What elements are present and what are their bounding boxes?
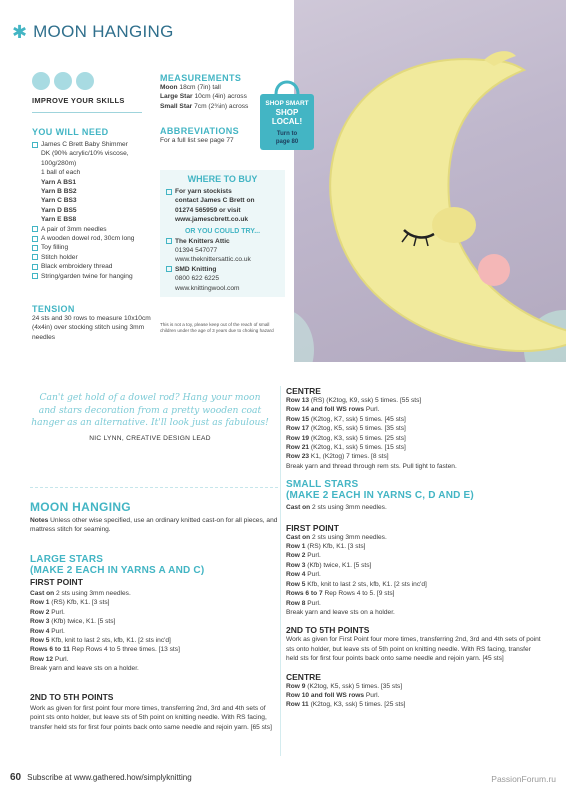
bag-line-5: page 80 bbox=[275, 139, 299, 145]
material-text: String/garden twine for hanging bbox=[41, 272, 133, 280]
shop-detail[interactable]: www.knittingwool.com bbox=[175, 284, 240, 292]
pattern-row bbox=[30, 608, 278, 617]
abbreviations-text: For a full list see page 77 bbox=[160, 137, 234, 144]
tension-heading: TENSION bbox=[32, 304, 75, 314]
row-text: Purl. bbox=[364, 406, 380, 414]
row-label: Row 2 bbox=[30, 608, 50, 616]
pattern-row bbox=[286, 608, 542, 617]
material-text: Yarn D BS5 bbox=[41, 206, 77, 214]
row-label: Row 21 bbox=[286, 444, 310, 452]
divider bbox=[32, 112, 142, 113]
pattern-row bbox=[286, 396, 542, 405]
points-2-5-heading: 2ND TO 5TH POINTS bbox=[30, 692, 114, 702]
row-text: (Kfb) twice, K1. [5 sts] bbox=[305, 561, 372, 569]
row-text: Purl. bbox=[53, 655, 69, 663]
row-text: K1, (K2tog) 7 times. [8 sts] bbox=[309, 453, 389, 461]
moon-photo bbox=[294, 0, 566, 362]
page-number: 60 bbox=[10, 772, 22, 783]
row-text: Break yarn and leave sts on a holder. bbox=[30, 665, 139, 673]
abbreviations-heading: ABBREVIATIONS bbox=[160, 126, 240, 136]
tension bbox=[32, 304, 157, 342]
small-first-point-rows bbox=[286, 533, 542, 618]
row-label: Row 4 bbox=[30, 627, 50, 635]
row-label: Row 2 bbox=[286, 552, 306, 560]
material-item bbox=[32, 159, 157, 168]
row-text: Purl. bbox=[305, 599, 321, 607]
row-text: Purl. bbox=[305, 552, 321, 560]
shop-name: SMD Knitting bbox=[175, 265, 217, 273]
small-cast-on bbox=[286, 503, 542, 512]
material-item bbox=[32, 187, 157, 196]
material-item bbox=[32, 243, 157, 252]
row-text: (Kfb) twice, K1. [5 sts] bbox=[49, 618, 116, 626]
or-you-could-try-heading: OR YOU COULD TRY... bbox=[184, 227, 261, 235]
first-point-rows bbox=[30, 589, 278, 674]
small-stars-subtitle: (MAKE 2 EACH IN YARNS C, D AND E) bbox=[286, 490, 474, 502]
material-item bbox=[32, 196, 157, 205]
indent bbox=[32, 196, 38, 205]
large-stars-subtitle: (MAKE 2 EACH IN YARNS A AND C) bbox=[30, 565, 205, 576]
material-item bbox=[32, 234, 157, 243]
stockist-line: contact James C Brett on bbox=[175, 197, 255, 205]
pattern-notes bbox=[30, 516, 278, 535]
row-text: Break yarn and thread through rem sts. Pull tight to fasten. bbox=[286, 462, 457, 470]
indent bbox=[32, 215, 38, 224]
row-label: Row 19 bbox=[286, 434, 310, 442]
skill-dot bbox=[54, 72, 72, 90]
material-text: Yarn E BS8 bbox=[41, 216, 77, 224]
row-label: Row 1 bbox=[30, 599, 50, 607]
material-item bbox=[32, 168, 157, 177]
checkbox-icon bbox=[166, 189, 172, 195]
material-item bbox=[32, 262, 157, 271]
small-points-2-5-heading: 2ND TO 5TH POINTS bbox=[286, 625, 370, 636]
row-label: Row 23 bbox=[286, 453, 310, 461]
measurement-value: 7cm (2¾in) across bbox=[194, 102, 249, 110]
pattern-row bbox=[286, 424, 542, 433]
you-will-need-heading: YOU WILL NEED bbox=[32, 127, 109, 137]
row-text: Rep Rows 4 to 5 three times. [13 sts] bbox=[69, 646, 180, 654]
indent bbox=[32, 168, 38, 177]
stockist-line: 01274 565959 or visit bbox=[175, 206, 241, 214]
skills-label: IMPROVE YOUR SKILLS bbox=[32, 96, 125, 105]
large-stars-heading bbox=[30, 554, 278, 576]
shop-detail[interactable]: www.theknittersattic.co.uk bbox=[175, 256, 251, 264]
divider bbox=[30, 487, 278, 488]
row-text: 2 sts using 3mm needles. bbox=[310, 533, 387, 541]
measurement-row bbox=[160, 92, 280, 101]
row-text: Break yarn and leave sts on a holder. bbox=[286, 608, 395, 616]
row-label: Cast on bbox=[286, 533, 311, 541]
material-item bbox=[32, 253, 157, 262]
small-stars-title: SMALL STARS bbox=[286, 479, 359, 491]
skill-dot bbox=[76, 72, 94, 90]
row-label: Row 11 bbox=[286, 701, 309, 709]
material-text: Yarn B BS2 bbox=[41, 188, 77, 196]
shop-item bbox=[166, 265, 279, 293]
measurement-value: 10cm (4in) across bbox=[194, 93, 247, 101]
indent bbox=[32, 159, 38, 168]
row-label: Row 3 bbox=[286, 561, 306, 569]
pattern-row bbox=[286, 570, 542, 579]
row-label: Row 1 bbox=[286, 543, 306, 551]
row-text: Purl. bbox=[49, 608, 65, 616]
pattern-row bbox=[286, 462, 542, 471]
moon-illustration bbox=[294, 20, 566, 362]
indent bbox=[32, 206, 38, 215]
tension-text: 24 sts and 30 rows to measure 10x10cm (4x4in) over stocking stitch using 3mm needles bbox=[32, 315, 151, 341]
row-text: Kfb, knit to last 2 sts, kfb, K1. [2 sts inc'd] bbox=[305, 580, 427, 588]
checkbox-icon bbox=[32, 142, 38, 148]
row-text: Kfb, knit to last 2 sts, kfb, K1. [2 sts inc'd] bbox=[49, 637, 171, 645]
pattern-row bbox=[286, 599, 542, 608]
row-label: Rows 6 to 7 bbox=[286, 590, 323, 598]
centre-rows bbox=[286, 396, 542, 471]
row-text: (K2tog, K3, ssk) 5 times. [25 sts] bbox=[308, 701, 406, 709]
small-points-2-5-text: Work as given for First Point four more times, transferring 2nd, 3rd and 4th sets of point sts onto holder, but leave sts of 5th point on knitting needle. With RS facing, transfer held sts for first four points back onto same needle and rejoin yarn. [45 sts] bbox=[286, 636, 541, 663]
checkbox-icon bbox=[32, 245, 38, 251]
pattern-row bbox=[286, 691, 542, 700]
row-text: (RS) Kfb, K1. [3 sts] bbox=[305, 543, 366, 551]
row-text: (K2tog, K3, ssk) 5 times. [25 sts] bbox=[309, 434, 406, 442]
row-text: Purl. bbox=[305, 571, 321, 579]
pattern-row bbox=[30, 598, 278, 607]
pattern-row bbox=[286, 452, 542, 461]
checkbox-icon bbox=[32, 254, 38, 260]
indent bbox=[32, 187, 38, 196]
small-stars-heading bbox=[286, 479, 542, 501]
material-text: Yarn C BS3 bbox=[41, 197, 77, 205]
measurement-row bbox=[160, 102, 280, 111]
pattern-row bbox=[286, 682, 542, 691]
material-item bbox=[32, 272, 157, 281]
row-label: Row 10 and foll WS rows bbox=[286, 691, 365, 699]
material-text: A wooden dowel rod, 30cm long bbox=[41, 235, 135, 243]
checkbox-icon bbox=[32, 236, 38, 242]
pattern-row bbox=[286, 542, 542, 551]
pattern-row bbox=[30, 655, 278, 664]
quote-text: Can't get hold of a dowel rod? Hang your moon and stars decoration from a pretty wooden coat hanger as an alternative. It'll look just as fabulous! bbox=[31, 392, 269, 428]
measurement-label: Small Star bbox=[160, 102, 193, 110]
pattern-row bbox=[286, 405, 542, 414]
material-item bbox=[32, 140, 157, 149]
where-to-buy-box bbox=[160, 170, 285, 297]
row-text: (K2tog, K1, ssk) 5 times. [15 sts] bbox=[309, 444, 406, 452]
watermark: PassionForum.ru bbox=[491, 774, 556, 784]
material-text: Yarn A BS1 bbox=[41, 178, 77, 186]
checkbox-icon bbox=[166, 266, 172, 272]
row-text: Purl. bbox=[364, 691, 380, 699]
indent bbox=[32, 149, 38, 158]
row-label: Cast on bbox=[30, 590, 55, 597]
row-text: 2 sts using 3mm needles. bbox=[310, 504, 387, 512]
small-centre-heading: CENTRE bbox=[286, 671, 321, 682]
row-label: Row 5 bbox=[286, 580, 306, 588]
bag-line-1: SHOP SMART bbox=[265, 100, 309, 107]
abbreviations bbox=[160, 126, 280, 145]
material-item bbox=[32, 215, 157, 224]
pattern-row bbox=[286, 443, 542, 452]
shop-item bbox=[166, 237, 279, 265]
pattern-row bbox=[286, 580, 542, 589]
pattern-row bbox=[286, 589, 542, 598]
you-will-need bbox=[32, 127, 157, 281]
row-label: Cast on bbox=[286, 504, 311, 512]
materials-list bbox=[32, 140, 157, 281]
row-label: Row 9 bbox=[286, 682, 306, 690]
shop-name: The Knitters Attic bbox=[175, 237, 230, 245]
pattern-row bbox=[286, 533, 542, 542]
material-text: 1 ball of each bbox=[41, 169, 81, 177]
pattern-row bbox=[286, 551, 542, 560]
material-text: DK (90% acrylic/10% viscose, bbox=[41, 150, 129, 158]
measurements-heading: MEASUREMENTS bbox=[160, 73, 242, 83]
bag-line-3: LOCAL! bbox=[271, 117, 303, 126]
row-text: Purl. bbox=[49, 627, 65, 635]
centre-heading: CENTRE bbox=[286, 386, 321, 396]
row-label: Row 14 and foll WS rows bbox=[286, 406, 365, 414]
row-text: 2 sts using 3mm needles. bbox=[54, 590, 131, 597]
material-item bbox=[32, 178, 157, 187]
material-text: A pair of 3mm needles bbox=[41, 225, 107, 233]
measurements bbox=[160, 73, 280, 111]
column-divider bbox=[280, 386, 281, 756]
material-text: 100g/280m) bbox=[41, 159, 77, 167]
page-title: MOON HANGING bbox=[33, 22, 174, 41]
stockist-url[interactable]: www.jamescbrett.co.uk bbox=[175, 216, 249, 224]
quote-author: NIC LYNN, CREATIVE DESIGN LEAD bbox=[89, 434, 211, 442]
checkbox-icon bbox=[32, 273, 38, 279]
pattern-row bbox=[286, 700, 542, 709]
row-label: Row 3 bbox=[30, 618, 50, 626]
checkbox-icon bbox=[32, 264, 38, 270]
row-label: Row 17 bbox=[286, 425, 310, 433]
notes-text: Unless other wise specified, use an ordinary knitted cast-on for all pieces, and mattress stitch for seaming. bbox=[30, 517, 278, 534]
pattern-row bbox=[30, 589, 278, 598]
row-text: (K2tog, K5, ssk) 5 times. [35 sts] bbox=[305, 682, 403, 690]
row-text: Rep Rows 4 to 5. [9 sts] bbox=[322, 590, 395, 598]
pattern-row bbox=[30, 617, 278, 626]
material-item bbox=[32, 149, 157, 158]
shop-detail: 01394 547077 bbox=[175, 247, 218, 255]
measurement-row bbox=[160, 83, 280, 92]
row-text: (RS) Kfb, K1. [3 sts] bbox=[49, 599, 110, 607]
pattern-row bbox=[286, 415, 542, 424]
points-2-5-text: Work as given for first point four more times, transferring 2nd, 3rd and 4th sets of point sts onto holder, but leave sts of 5th point on knitting needle. With RS facing, transfer held sts for first four points back onto same needle and rejoin yarn. [65 sts] bbox=[30, 705, 272, 731]
measurement-label: Moon bbox=[160, 84, 178, 91]
material-text: Toy filling bbox=[41, 244, 69, 252]
skill-level-dots bbox=[32, 72, 125, 90]
measurement-label: Large Star bbox=[160, 93, 193, 101]
yarn-stockist bbox=[166, 187, 279, 225]
bag-line-2: SHOP bbox=[275, 108, 299, 117]
row-label: Row 8 bbox=[286, 599, 306, 607]
pattern-row bbox=[30, 627, 278, 636]
pattern-row bbox=[286, 434, 542, 443]
row-label: Row 15 bbox=[286, 415, 310, 423]
checkbox-icon bbox=[166, 238, 172, 244]
pattern-row bbox=[30, 664, 278, 673]
material-text: Black embroidery thread bbox=[41, 263, 113, 271]
row-label: Rows 6 to 11 bbox=[30, 646, 70, 654]
pattern-right-column bbox=[286, 386, 542, 710]
notes-label: Notes bbox=[30, 517, 49, 524]
small-centre-rows bbox=[286, 682, 542, 710]
where-to-buy-heading: WHERE TO BUY bbox=[187, 174, 258, 184]
row-text: (RS) (K2tog, K9, ssk) 5 times. [55 sts] bbox=[309, 397, 422, 404]
bag-line-4: Turn to bbox=[276, 131, 298, 137]
large-stars-title: LARGE STARS bbox=[30, 554, 104, 565]
pattern-row bbox=[30, 645, 278, 654]
page-header bbox=[12, 22, 174, 42]
indent bbox=[32, 178, 38, 187]
measurement-value: 18cm (7in) tall bbox=[179, 84, 221, 91]
safety-disclaimer: This is not a toy, please keep out of the reach of small children under the age of 3 years due to choking hazard bbox=[160, 322, 274, 333]
pattern-title: MOON HANGING bbox=[30, 500, 131, 514]
small-first-point-heading: FIRST POINT bbox=[286, 522, 339, 533]
first-point-heading: FIRST POINT bbox=[30, 577, 83, 587]
page-footer bbox=[10, 772, 192, 783]
pattern-row bbox=[286, 561, 542, 570]
asterisk-icon: ✱ bbox=[12, 22, 28, 42]
skills-block bbox=[32, 72, 125, 105]
material-text: Stitch holder bbox=[41, 253, 78, 261]
row-text: (K2tog, K5, ssk) 5 times. [35 sts] bbox=[309, 425, 406, 433]
row-label: Row 5 bbox=[30, 637, 50, 645]
material-text: James C Brett Baby Shimmer bbox=[41, 141, 128, 148]
stockist-line: For yarn stockists bbox=[175, 188, 232, 195]
subscribe-text[interactable]: Subscribe at www.gathered.how/simplyknitting bbox=[27, 773, 192, 782]
checkbox-icon bbox=[32, 226, 38, 232]
row-text: (K2tog, K7, ssk) 5 times. [45 sts] bbox=[309, 415, 406, 423]
designer-quote bbox=[30, 392, 270, 442]
row-label: Row 13 bbox=[286, 397, 310, 404]
pattern-row bbox=[30, 636, 278, 645]
skill-dot bbox=[32, 72, 50, 90]
row-label: Row 4 bbox=[286, 571, 306, 579]
material-item bbox=[32, 206, 157, 215]
row-label: Row 12 bbox=[30, 655, 54, 663]
material-item bbox=[32, 225, 157, 234]
shop-detail: 0800 622 6225 bbox=[175, 275, 220, 283]
